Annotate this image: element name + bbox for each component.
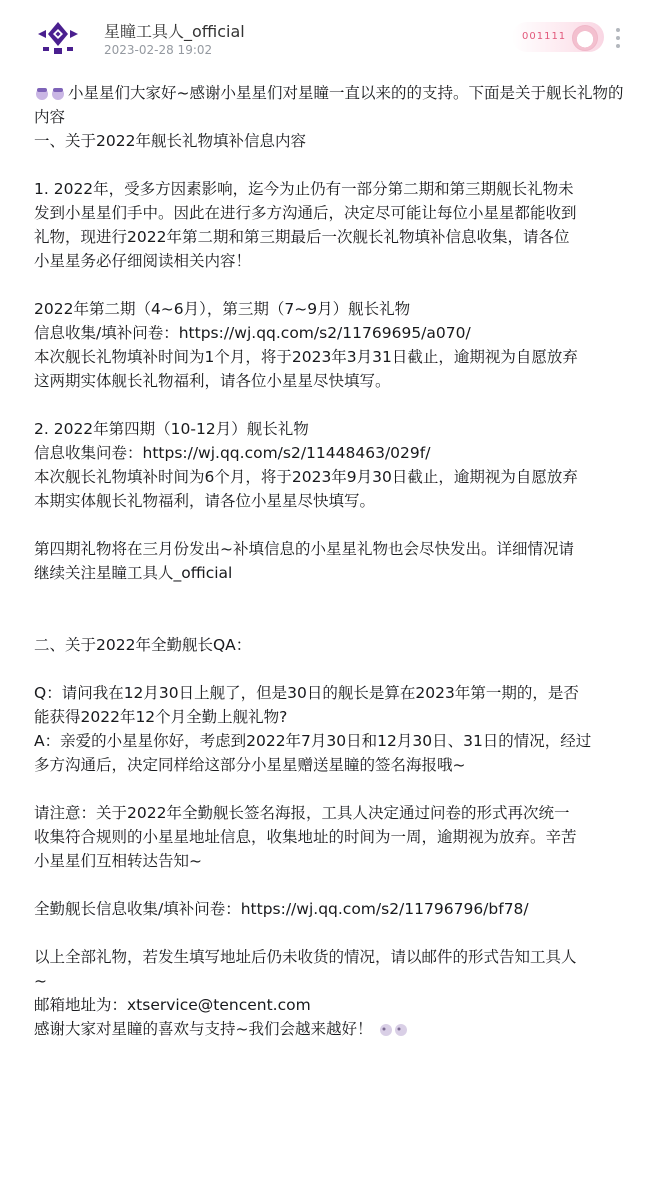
section1-title: 一、关于2022年舰长礼物填补信息内容	[34, 132, 306, 150]
question-line: 能获得2022年12个月全勤上舰礼物?	[34, 708, 288, 726]
notice-line: 小星星们互相转达告知~	[34, 852, 202, 870]
paragraph-line: ~	[34, 972, 47, 990]
subsection-title: 2022年第二期（4~6月），第三期（7~9月）舰长礼物	[34, 300, 411, 318]
email-line: 邮箱地址为：xtservice@tencent.com	[34, 996, 311, 1014]
paragraph-line: 礼物，现进行2022年第二期和第三期最后一次舰长礼物填补信息收集，请各位	[34, 228, 570, 246]
badge-number: 001111	[522, 31, 567, 42]
paragraph-line: 发到小星星们手中。因此在进行多方沟通后，决定尽可能让每位小星星都能收到	[34, 204, 577, 222]
badge-avatar-icon	[572, 25, 598, 51]
post-content	[34, 81, 634, 1041]
paragraph-line: 第四期礼物将在三月份发出~补填信息的小星星礼物也会尽快发出。详细情况请	[34, 540, 574, 558]
emoji-icon	[377, 1021, 411, 1037]
subsection-title: 2. 2022年第四期（10-12月）舰长礼物	[34, 420, 309, 438]
paragraph-line: 本期实体舰长礼物福利，请各位小星星尽快填写。	[34, 492, 376, 510]
paragraph-line: 继续关注星瞳工具人_official	[34, 564, 233, 582]
post-intro: 小星星们大家好~感谢小星星们对星瞳一直以来的的支持。下面是关于舰长礼物的内容	[34, 84, 624, 126]
notice-line: 请注意：关于2022年全勤舰长签名海报，工具人决定通过问卷的形式再次统一	[34, 804, 570, 822]
answer-line: 多方沟通后，决定同样给这部分小星星赠送星瞳的签名海报哦~	[34, 756, 466, 774]
answer-line: A：亲爱的小星星你好，考虑到2022年7月30日和12月30日、31日的情况，经过	[34, 732, 592, 750]
paragraph-line: 本次舰长礼物填补时间为6个月，将于2023年9月30日截止，逾期视为自愿放弃	[34, 468, 578, 486]
paragraph-line: 本次舰长礼物填补时间为1个月，将于2023年3月31日截止，逾期视为自愿放弃	[34, 348, 578, 366]
question-line: Q：请问我在12月30日上舰了，但是30日的舰长是算在2023年第一期的，是否	[34, 684, 579, 702]
paragraph-line: 这两期实体舰长礼物福利，请各位小星星尽快填写。	[34, 372, 391, 390]
paragraph-line: 以上全部礼物，若发生填写地址后仍未收货的情况，请以邮件的形式告知工具人	[34, 948, 577, 966]
avatar[interactable]	[34, 20, 82, 56]
thanks-line: 感谢大家对星瞳的喜欢与支持~我们会越来越好！	[34, 1017, 634, 1041]
post-header	[0, 0, 659, 72]
paragraph-line: 1. 2022年，受多方因素影响，迄今为止仍有一部分第二期和第三期舰长礼物未	[34, 180, 574, 198]
emoji-icon	[34, 85, 68, 101]
section2-title: 二、关于2022年全勤舰长QA：	[34, 636, 252, 654]
fan-badge[interactable]	[512, 22, 604, 52]
more-options-icon[interactable]	[612, 24, 624, 52]
author-name[interactable]: 星瞳工具人_official	[104, 22, 245, 41]
post-time: 2023-02-28 19:02	[104, 43, 213, 57]
survey-link[interactable]: 全勤舰长信息收集/填补问卷：https://wj.qq.com/s2/11796796/bf78/	[34, 900, 529, 918]
paragraph-line: 小星星务必仔细阅读相关内容！	[34, 252, 252, 270]
notice-line: 收集符合规则的小星星地址信息，收集地址的时间为一周，逾期视为放弃。辛苦	[34, 828, 577, 846]
survey-link[interactable]: 信息收集/填补问卷：https://wj.qq.com/s2/11769695/a070/	[34, 324, 471, 342]
survey-link[interactable]: 信息收集问卷：https://wj.qq.com/s2/11448463/029f/	[34, 444, 431, 462]
